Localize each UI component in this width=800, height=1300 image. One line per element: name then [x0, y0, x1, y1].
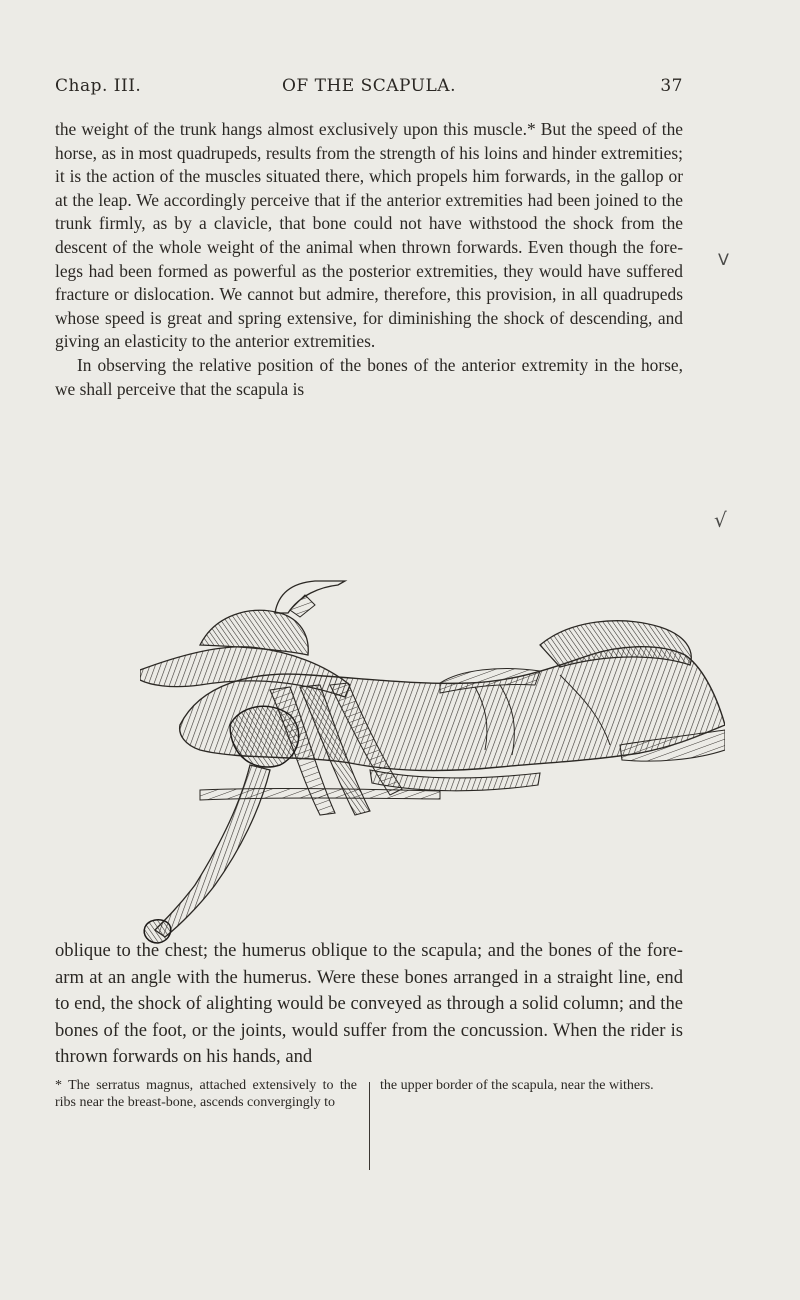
running-head [55, 76, 683, 104]
chapter-label: Chap. III. [55, 76, 142, 96]
footnote-column-rule [369, 1082, 370, 1170]
paragraph-2: In observing the relative position of the bones of the anterior extremity in the horse, we shall perceive that the scapula is [55, 354, 683, 399]
paragraph-1: the weight of the trunk hangs almost exclusively upon this muscle.* But the speed of the horse, as in most quadrupeds, results from the strength of his loins and hinder extremities; it is the action of the muscles situated there, which propels him forwards, in the gallop or at the leap. We accordingly perceive that if the anterior extremities had been joined to the trunk firmly, as by a clavicle, that bone could not have withstood the shock from the descent of the whole weight of the animal when thrown forwards. Even though the fore-legs had been formed as powerful as the posterior extremities, they would have suffered fracture or dislocation. We cannot but admire, therefore, this provision, in all quadrupeds whose speed is great and spring extensive, for diminishing the shock of descending, and giving an elasticity to the anterior extremities. [55, 119, 683, 352]
page-number: 37 [660, 76, 683, 96]
margin-mark-2: √ [714, 508, 727, 532]
paragraph-3: oblique to the chest; the humerus oblique to the scapula; and the bones of the fore-arm at an angle with the humerus. Were these bones arranged in a straight line, end to end, the shock of alighting would be conveyed as through a solid column; and the bones of the foot, or the joints, would suffer from the concussion. When the rider is thrown forwards on his hands, and [55, 940, 683, 1067]
margin-mark-1: V [718, 250, 729, 269]
text-block-bottom [55, 938, 683, 1071]
page-title: OF THE SCAPULA. [282, 76, 456, 96]
footnote-right: the upper border of the scapula, near the withers. [380, 1078, 654, 1093]
horse-dissection-engraving [140, 575, 725, 945]
footnote-left: * The serratus magnus, attached extensively to the ribs near the breast-bone, ascends convergingly to [55, 1078, 357, 1110]
text-block-top [55, 118, 683, 401]
